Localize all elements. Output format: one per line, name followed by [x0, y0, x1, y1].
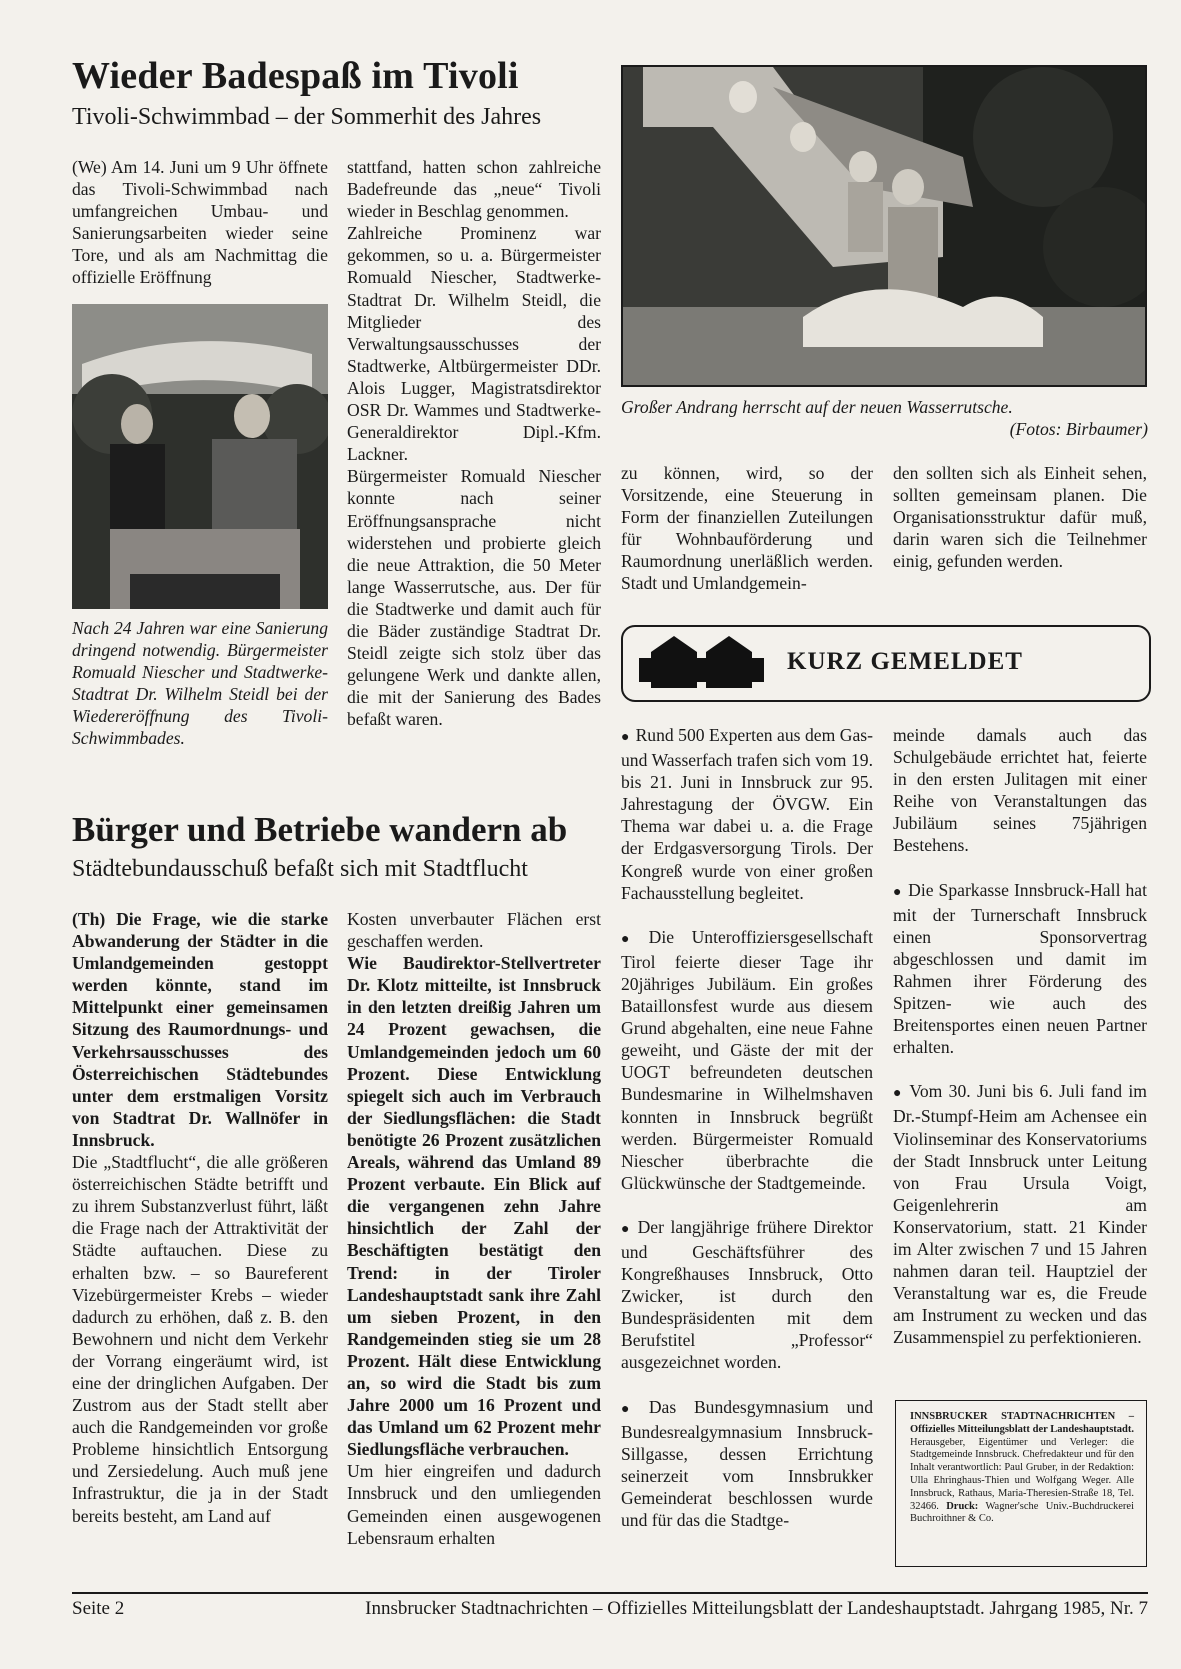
waterslide-photo-caption: Großer Andrang herrscht auf der neuen Wasserrutsche. [621, 397, 1013, 417]
impressum-druck-label: Druck: [946, 1500, 979, 1512]
footer-rule [72, 1592, 1148, 1594]
impressum-title: INNSBRUCKER STADTNACHRICHTEN – Offizielles Mitteilungsblatt der Landeshauptstadt. [910, 1411, 1134, 1435]
article1-intro: (We) Am 14. Juni um 9 Uhr öffnete das Tivoli-Schwimmbad nach umfangreichen Umbau- und Sanierungsarbeiten wieder seine Tore, und als am Nachmittag die offizielle Eröffnung [72, 157, 328, 288]
article1-col2-p2: Zahlreiche Prominenz war gekommen, so u. a. Bürgermeister Romuald Niescher, Stadtwerke-Stadtrat Dr. Wilhelm Steidl, die Mitglieder des Verwaltungsausschusses der Stadtwerke, Altbürgermeister DDr. Alois Lugger, Magistratsdirektor OSR Dr. Wammes und Stadtwerke-Generaldirektor Dipl.-Kfm. Lackner. [347, 223, 601, 465]
article1-col2-p3: Bürgermeister Romuald Niescher konnte nach seiner Eröffnungsansprache nicht widerstehen und probierte gleich die neue Attraktion, die 50 Meter lange Wasserrutsche, aus. Der für die Stadtwerke und damit auch für die Bäder zuständige Stadtrat Dr. Steidl zeigte sich stolz über das gelungene Werk und dankte allen, die mit der Sanierung des Bades befaßt waren. [347, 466, 601, 730]
article1-col1 [72, 156, 328, 289]
kurz-gemeldet-box [621, 625, 1151, 702]
publication-line: Innsbrucker Stadtnachrichten – Offizielles Mitteilungsblatt der Landeshauptstadt. Jahrgang 1985, Nr. 7 [365, 1598, 1148, 1619]
news-item-uogt: ● Die Unteroffiziersgesellschaft Tirol feierte dieser Tage ihr 20jähriges Jubiläum. Ein großes Bataillonsfest wurde aus diesem Grund abgehalten, eine neue Fahne geweiht, und Gäste der mit der UOGT befreundeten deutschen Bundesmarine in Wilhelmshaven konnten in Innsbruck begrüßt werden. Bürgermeister Romuald Niescher überbrachte die Glückwünsche der Stadtgemeinde. [621, 926, 873, 1194]
news-item-zwicker: ● Der langjährige frühere Direktor und Geschäftsführer des Kongreßhauses Innsbruck, Otto Zwicker, ist durch den Bundespräsidenten mit dem Berufstitel „Professor“ ausgezeichnet worden. [621, 1216, 873, 1374]
article2-continuation-col4: den sollten sich als Einheit sehen, sollten gemeinsam planen. Die Organisationsstruktur dafür muß, darin waren sich die Teilnehmer einig, gefunden werden. [893, 463, 1147, 572]
article1-title: Wieder Badespaß im Tivoli [72, 55, 519, 97]
kurz-gemeldet-title: KURZ GEMELDET [787, 648, 1023, 675]
article2-lead: (Th) Die Frage, wie die starke Abwanderung der Städter in die Umlandgemeinden gestoppt werden könnte, stand im Mittelpunkt einer gemeinsamen Sitzung des Raumordnungs- und Verkehrsausschusses des Österreichischen Städtebundes unter dem erstmaligen Vorsitz von Stadtrat Dr. Wallnöfer in Innsbruck. [72, 909, 328, 1150]
waterslide-photo-illustration [623, 67, 1145, 385]
article2-col2-text2: Um hier eingreifen und dadurch Innsbruck und den umliegenden Gemeinden einen ausgewogenen Lebensraum erhalten [347, 1461, 601, 1548]
news-item-sparkasse: ● Die Sparkasse Innsbruck-Hall hat mit der Turnerschaft Innsbruck einen Sponsorvertrag abgeschlossen und damit im Rahmen ihrer Förderung des Spitzen- wie auch des Breitensportes einen neuen Partner erhalten. [893, 879, 1147, 1059]
article2-col2-text1: Kosten unverbauter Flächen erst geschaffen werden. [347, 909, 601, 952]
article2-col2 [347, 908, 601, 1549]
news-item-gymnasium: ● Das Bundesgymnasium und Bundesrealgymnasium Innsbruck-Sillgasse, dessen Errichtung seinerzeit vom Innsbrukker Gemeinderat beschlossen wurde und für das die Stadtge- [621, 1396, 873, 1532]
article1-subtitle: Tivoli-Schwimmbad – der Sommerhit des Jahres [72, 104, 542, 130]
impressum-text: Herausgeber, Eigentümer und Verleger: die Stadtgemeinde Innsbruck. Chefredakteur und für den Inhalt verantwortlich: Paul Gruber, in der Redaktion: Ulla Ehringhaus-Thien und Wolfgang Weger. Alle Innsbruck, Rathaus, Maria-Theresien-Straße 18, Tel. 32466. [910, 1436, 1134, 1512]
ceremony-photo [72, 304, 328, 609]
news-item-oevgw: ● Rund 500 Experten aus dem Gas- und Wasserfach trafen sich vom 19. bis 21. Juni in Innsbruck zur 95. Jahrestagung der ÖVGW. Ein Thema war dabei u. a. die Frage der Erdgasversorgung Tirols. Der Kongreß wurde von einer großen Fachausstellung begleitet. [621, 724, 873, 904]
news-item-gymnasium-cont: meinde damals auch das Schulgebäude errichtet hat, feierte in den ersten Julitagen mit einer Reihe von Veranstaltungen das Jubiläum seines 75jährigen Bestehens. [893, 725, 1147, 856]
article1-col2-p1: stattfand, hatten schon zahlreiche Badefreunde das „neue“ Tivoli wieder in Beschlag genommen. [347, 157, 601, 222]
kurz-gemeldet-col3 [621, 724, 873, 1531]
kurz-gemeldet-col4 [893, 724, 1147, 1348]
article2-col2-bold: Wie Baudirektor-Stellvertreter Dr. Klotz mitteilte, ist Innsbruck in den letzten dreißig Jahren um 24 Prozent gewachsen, die Umlandgemeinden jedoch um 60 Prozent. Diese Entwicklung spiegelt sich auch im Verbrauch der Siedlungsflächen: die Stadt benötigte 26 Prozent zusätzlichen Areals, während das Umland 89 Prozent verbaute. Ein Blick auf die vergangenen zehn Jahre hinsichtlich der Zahl der Beschäftigten bestätigt den Trend: in der Tiroler Landeshauptstadt sank ihre Zahl um sieben Prozent, in den Randgemeinden stieg sie um 28 Prozent. Hält diese Entwicklung an, so wird die Stadt bis zum Jahre 2000 um 16 Prozent und das Umland um 62 Prozent mehr Siedlungsfläche verbrauchen. [347, 953, 601, 1460]
impressum-druck-text: Wagner'sche Univ.-Buchdruckerei Buchroithner & Co. [910, 1500, 1134, 1525]
news-item-violinseminar: ● Vom 30. Juni bis 6. Juli fand im Dr.-Stumpf-Heim am Achensee ein Violinseminar des Konservatoriums der Stadt Innsbruck unter Leitung von Frau Ursula Voigt, Geigenlehrerin am Konservatorium, statt. 21 Kinder im Alter zwischen 7 und 15 Jahren nahmen daran teil. Hauptziel der Veranstaltung war es, die Freude am Instrument zu wecken und das Zusammenspiel zu perfektionieren. [893, 1080, 1147, 1348]
kurz-gemeldet-logo [639, 630, 764, 694]
article2-title: Bürger und Betriebe wandern ab [72, 810, 568, 849]
ceremony-photo-illustration [72, 304, 328, 609]
article2-subtitle: Städtebundausschuß befaßt sich mit Stadtflucht [72, 856, 528, 882]
impressum-box [895, 1400, 1147, 1567]
ceremony-photo-caption: Nach 24 Jahren war eine Sanierung dringend notwendig. Bürgermeister Romuald Niescher und Stadtwerke-Stadtrat Dr. Wilhelm Steidl bei der Wiedereröffnung des Tivoli-Schwimmbades. [72, 618, 328, 749]
article1-col2 [347, 156, 601, 730]
article2-continuation-col3: zu können, wird, so der Vorsitzende, eine Steuerung in Form der finanziellen Zuteilungen für Wohnbauförderung und Raumordnung unerläßlich werden. Stadt und Umlandgemein- [621, 463, 873, 594]
photo-credit: (Fotos: Birbaumer) [1009, 419, 1148, 439]
page-number: Seite 2 [72, 1598, 125, 1619]
article2-col1-text: Die „Stadtflucht“, die alle größeren österreichischen Städte betrifft und zu ihrem Substanzverlust führt, läßt die Frage nach der Attraktivität der Städte auftauchen. Diese zu erhalten bzw. – so Baureferent Vizebürgermeister Krebs – wieder dadurch zu erhöhen, daß z. B. den Bewohnern und nicht dem Verkehr der Vorrang eingeräumt wird, ist eine der dringlichen Aufgaben. Der Zustrom aus der Stadt stellt aber auch die Randgemeinden vor große Probleme hinsichtlich Entsorgung und Zersiedelung. Auch muß jene Infrastruktur, die ja in der Stadt bereits besteht, am Land auf [72, 1152, 328, 1526]
article2-col1 [72, 908, 328, 1527]
waterslide-photo [621, 65, 1147, 387]
